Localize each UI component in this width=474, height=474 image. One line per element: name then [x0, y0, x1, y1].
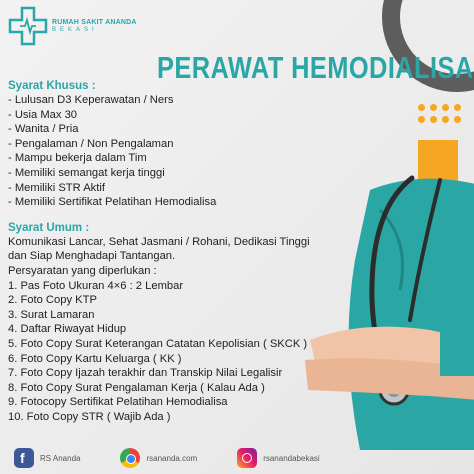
list-item: - Memiliki STR Aktif: [8, 181, 105, 194]
facebook-label: RS Ananda: [40, 453, 81, 463]
list-item: - Memiliki semangat kerja tinggi: [8, 166, 165, 179]
list-item: 1. Pas Foto Ukuran 4×6 : 2 Lembar: [8, 279, 184, 292]
list-item: - Memiliki Sertifikat Pelatihan Hemodialisa: [8, 196, 217, 209]
hospital-logo: [8, 6, 137, 46]
list-item: 6. Foto Copy Kartu Keluarga ( KK ): [8, 352, 182, 365]
website-label: rsananda.com: [146, 453, 198, 463]
list-item: - Pengalaman / Non Pengalaman: [8, 137, 174, 150]
umum-list: [8, 279, 338, 425]
list-item: 9. Fotocopy Sertifikat Pelatihan Hemodialisa: [8, 396, 228, 409]
list-item: 10. Foto Copy STR ( Wajib Ada ): [8, 410, 171, 423]
logo-city: BEKASI: [52, 27, 98, 33]
instagram-link[interactable]: [237, 448, 319, 468]
umum-text-1: Komunikasi Lancar, Sehat Jasmani / Rohani, Dedikasi Tinggi: [8, 235, 310, 248]
list-item: - Usia Max 30: [8, 108, 78, 121]
khusus-heading: Syarat Khusus :: [8, 80, 96, 92]
list-item: 7. Foto Copy Ijazah terakhir dan Transkip Nilai Legalisir: [8, 367, 283, 380]
decorative-dots: [418, 104, 461, 123]
page-title: PERAWAT HEMODIALISA: [157, 50, 474, 85]
chrome-icon: [120, 448, 140, 468]
list-item: - Wanita / Pria: [8, 123, 79, 136]
facebook-link[interactable]: [14, 448, 80, 468]
list-item: 5. Foto Copy Surat Keterangan Catatan Kepolisian ( SKCK ): [8, 337, 308, 350]
list-item: 4. Daftar Riwayat Hidup: [8, 323, 127, 336]
list-item: 2. Foto Copy KTP: [8, 294, 97, 307]
website-link[interactable]: [120, 448, 197, 468]
logo-name: RUMAH SAKIT ANANDA: [52, 19, 137, 26]
instagram-icon: [237, 448, 257, 468]
medical-cross-icon: [8, 6, 48, 46]
umum-text-3: Persyaratan yang diperlukan :: [8, 264, 157, 277]
facebook-icon: [14, 448, 34, 468]
contact-footer: [0, 442, 474, 474]
list-item: 3. Surat Lamaran: [8, 308, 95, 321]
umum-heading: Syarat Umum :: [8, 221, 90, 234]
job-requirements: [8, 80, 338, 424]
instagram-label: rsanandabekasi: [263, 453, 320, 463]
umum-text-2: dan Siap Menghadapi Tantangan.: [8, 250, 176, 263]
list-item: 8. Foto Copy Surat Pengalaman Kerja ( Kalau Ada ): [8, 381, 265, 394]
khusus-list: [8, 93, 338, 210]
list-item: - Lulusan D3 Keperawatan / Ners: [8, 94, 174, 106]
list-item: - Mampu bekerja dalam Tim: [8, 152, 147, 165]
